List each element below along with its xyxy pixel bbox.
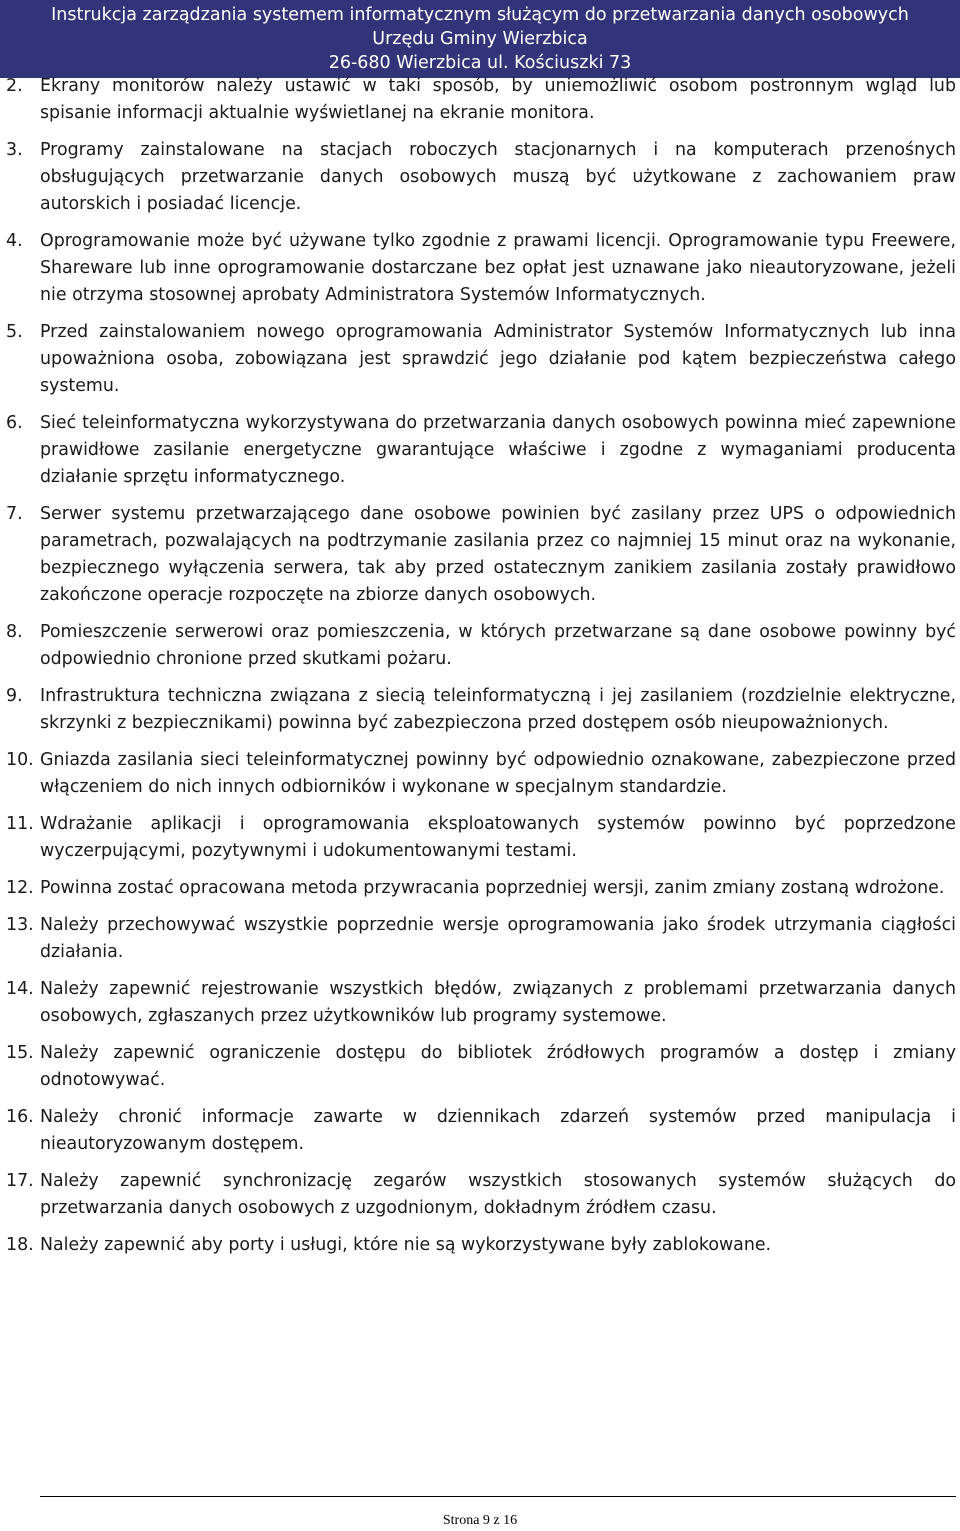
list-item — [0, 1232, 960, 1259]
list-item — [0, 501, 960, 609]
rules-list — [0, 73, 960, 1269]
page-number: Strona 9 z 16 — [442, 1513, 518, 1528]
list-item-text: Należy zapewnić rejestrowanie wszystkich błędów, związanych z problemami przetwarzania danych osobowych, zgłaszanych przez użytkowników lub programy systemowe. — [40, 979, 956, 1026]
list-item — [0, 1168, 960, 1222]
list-item-text: Oprogramowanie może być używane tylko zgodnie z prawami licencji. Oprogramowanie typu Freewere, Shareware lub inne oprogramowanie dostarczane bez opłat jest uznawane jako nieautoryzowane, jeżeli nie otrzyma stosownej aprobaty Administratora Systemów Informatycznych. — [40, 231, 956, 305]
footer-divider — [40, 1496, 956, 1497]
list-item-text: Wdrażanie aplikacji i oprogramowania eksploatowanych systemów powinno być poprzedzone wyczerpującymi, pozytywnymi i udokumentowanymi testami. — [40, 814, 956, 861]
document-header — [0, 0, 960, 78]
list-item — [0, 875, 960, 902]
list-item — [0, 619, 960, 673]
list-item-text: Powinna zostać opracowana metoda przywracania poprzedniej wersji, zanim zmiany zostaną wdrożone. — [40, 878, 945, 898]
list-item-number: 2. — [6, 76, 23, 96]
list-item — [0, 976, 960, 1030]
list-item-number: 3. — [6, 140, 23, 160]
list-item-text: Przed zainstalowaniem nowego oprogramowania Administrator Systemów Informatycznych lub inna upoważniona osoba, zobowiązana jest sprawdzić jego działanie pod kątem bezpieczeństwa całego systemu. — [40, 322, 956, 396]
list-item-text: Należy chronić informacje zawarte w dziennikach zdarzeń systemów przed manipulacja i nieautoryzowanym dostępem. — [40, 1107, 956, 1154]
list-item-number: 11. — [6, 814, 34, 834]
list-item-number: 17. — [6, 1171, 34, 1191]
list-item-number: 6. — [6, 413, 23, 433]
list-item-number: 7. — [6, 504, 23, 524]
list-item-number: 4. — [6, 231, 23, 251]
list-item-number: 10. — [6, 750, 34, 770]
list-item-number: 12. — [6, 878, 34, 898]
list-item-text: Należy przechowywać wszystkie poprzednie wersje oprogramowania jako środek utrzymania ciągłości działania. — [40, 915, 956, 962]
list-item — [0, 410, 960, 491]
list-item — [0, 683, 960, 737]
list-item-text: Ekrany monitorów należy ustawić w taki sposób, by uniemożliwić osobom postronnym wgląd lub spisanie informacji aktualnie wyświetlanej na ekranie monitora. — [40, 76, 956, 123]
list-item-text: Sieć teleinformatyczna wykorzystywana do przetwarzania danych osobowych powinna mieć zapewnione prawidłowe zasilanie energetyczne gwarantujące właściwe i zgodne z wymaganiami producenta działanie sprzętu informatycznego. — [40, 413, 956, 487]
list-item-text: Należy zapewnić aby porty i usługi, które nie są wykorzystywane były zablokowane. — [40, 1235, 772, 1255]
list-item — [0, 912, 960, 966]
list-item — [0, 1040, 960, 1094]
list-item-number: 5. — [6, 322, 23, 342]
list-item-text: Należy zapewnić ograniczenie dostępu do bibliotek źródłowych programów a dostęp i zmiany odnotowywać. — [40, 1043, 956, 1090]
list-item-text: Programy zainstalowane na stacjach roboczych stacjonarnych i na komputerach przenośnych obsługujących przetwarzanie danych osobowych muszą być użytkowane z zachowaniem praw autorskich i posiadać licencje. — [40, 140, 956, 214]
list-item-text: Należy zapewnić synchronizację zegarów wszystkich stosowanych systemów służących do przetwarzania danych osobowych z uzgodnionym, dokładnym źródłem czasu. — [40, 1171, 956, 1218]
list-item — [0, 319, 960, 400]
list-item-number: 9. — [6, 686, 23, 706]
list-item-text: Pomieszczenie serwerowi oraz pomieszczenia, w których przetwarzane są dane osobowe powinny być odpowiednio chronione przed skutkami pożaru. — [40, 622, 956, 669]
list-item — [0, 73, 960, 127]
list-item-number: 14. — [6, 979, 34, 999]
list-item-number: 16. — [6, 1107, 34, 1127]
header-address: 26-680 Wierzbica ul. Kościuszki 73 — [328, 53, 632, 73]
list-item-text: Gniazda zasilania sieci teleinformatycznej powinny być odpowiednio oznakowane, zabezpieczone przed włączeniem do nich innych odbiorników i wykonane w specjalnym standardzie. — [40, 750, 956, 797]
list-item — [0, 228, 960, 309]
list-item-text: Serwer systemu przetwarzającego dane osobowe powinien być zasilany przez UPS o odpowiednich parametrach, pozwalających na podtrzymanie zasilania przez co najmniej 15 minut oraz na wykonanie, bezpiecznego wyłączenia serwera, tak aby przed ostatecznym zanikiem zasilania zostały prawidłowo zakończone operacje rozpoczęte na zbiorze danych osobowych. — [40, 504, 956, 605]
list-item-text: Infrastruktura techniczna związana z siecią teleinformatyczną i jej zasilaniem (rozdzielnie elektryczne, skrzynki z bezpiecznikami) powinna być zabezpieczona przed dostępem osób nieupoważnionych. — [40, 686, 956, 733]
list-item — [0, 137, 960, 218]
list-item-number: 13. — [6, 915, 34, 935]
header-office: Urzędu Gminy Wierzbica — [372, 29, 588, 49]
list-item-number: 8. — [6, 622, 23, 642]
header-title: Instrukcja zarządzania systemem informatycznym służącym do przetwarzania danych osobowych — [51, 5, 909, 25]
list-item-number: 18. — [6, 1235, 34, 1255]
list-item — [0, 747, 960, 801]
list-item-number: 15. — [6, 1043, 34, 1063]
list-item — [0, 811, 960, 865]
list-item — [0, 1104, 960, 1158]
